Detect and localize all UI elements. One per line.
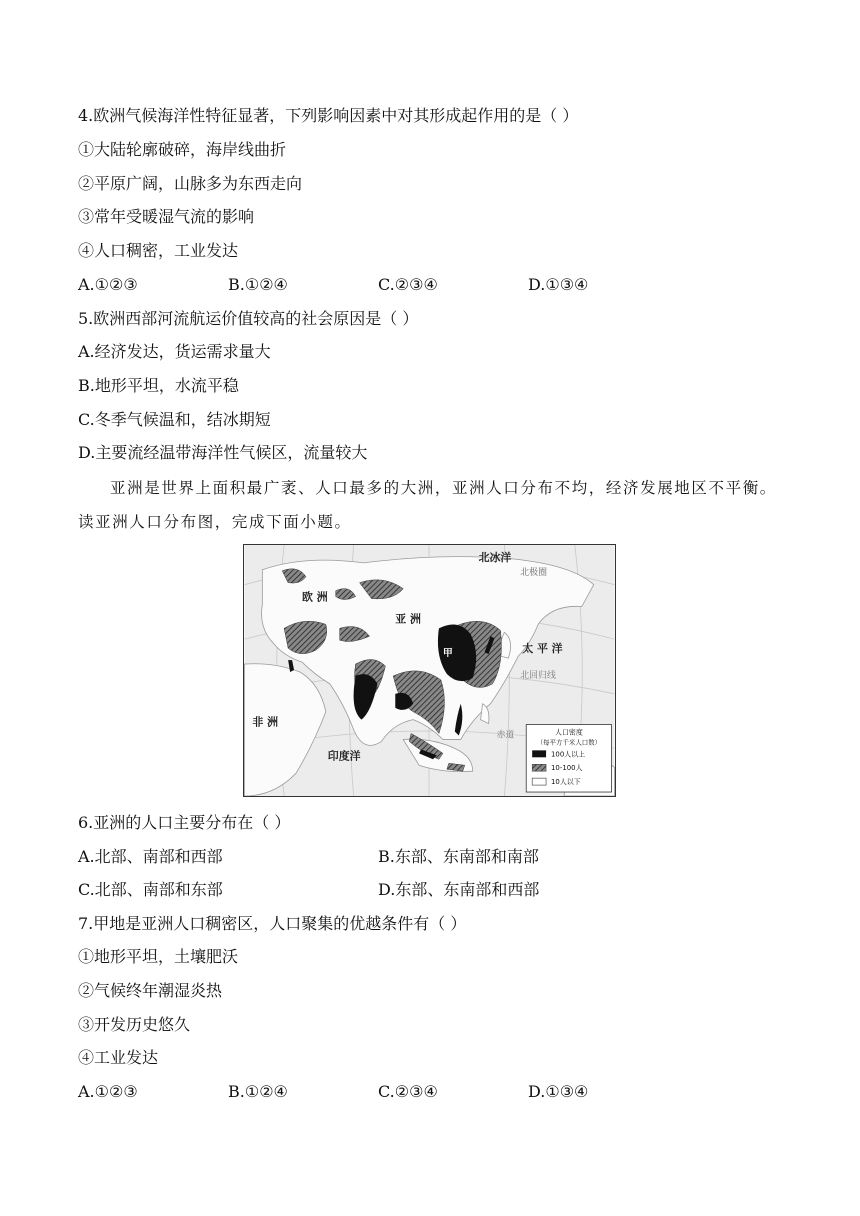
q7-option-b: B.①②④ bbox=[228, 1082, 288, 1101]
q7-option-c: C.②③④ bbox=[378, 1082, 438, 1101]
label-arctic-circle: 北极圈 bbox=[520, 567, 548, 578]
q7-item-4: ④工业发达 bbox=[78, 1048, 159, 1067]
q4-option-c: C.②③④ bbox=[378, 275, 438, 294]
label-africa: 非 洲 bbox=[252, 715, 279, 729]
label-europe: 欧 洲 bbox=[302, 590, 328, 604]
label-tropic-of-cancer: 北回归线 bbox=[520, 670, 556, 681]
label-asia: 亚 洲 bbox=[395, 612, 421, 626]
legend-swatch-high bbox=[532, 750, 546, 757]
q7-stem: 7.甲地是亚洲人口稠密区，人口聚集的优越条件有（ ） bbox=[78, 914, 467, 933]
q4-item-2: ②平原广阔，山脉多为东西走向 bbox=[78, 174, 303, 193]
q5-option-b: B.地形平坦，水流平稳 bbox=[78, 376, 239, 395]
q6-option-b: B.东部、东南部和南部 bbox=[378, 847, 539, 866]
q5-option-d: D.主要流经温带海洋性气候区，流量较大 bbox=[78, 443, 368, 462]
legend-item-low: 10人以下 bbox=[551, 778, 581, 787]
q6-option-d: D.东部、东南部和西部 bbox=[378, 880, 540, 899]
legend-item-high: 100人以上 bbox=[551, 750, 586, 759]
q6-option-c: C.北部、南部和东部 bbox=[78, 880, 223, 899]
label-pacific: 太 平 洋 bbox=[522, 642, 563, 656]
q4-item-4: ④人口稠密，工业发达 bbox=[78, 241, 239, 260]
label-equator: 赤道 bbox=[496, 730, 515, 741]
q5-stem: 5.欧洲西部河流航运价值较高的社会原因是（ ） bbox=[78, 309, 419, 328]
q4-stem: 4.欧洲气候海洋性特征显著，下列影响因素中对其形成起作用的是（ ） bbox=[78, 106, 579, 125]
legend-title: 人口密度 bbox=[555, 728, 583, 737]
q7-option-a: A.①②③ bbox=[78, 1082, 138, 1101]
q6-option-a: A.北部、南部和西部 bbox=[78, 847, 223, 866]
q7-item-2: ②气候终年潮湿炎热 bbox=[78, 981, 223, 1000]
label-jia: 甲 bbox=[442, 648, 453, 660]
legend-swatch-low bbox=[532, 778, 546, 785]
q5-option-a: A.经济发达，货运需求量大 bbox=[78, 342, 271, 361]
q4-item-3: ③常年受暖湿气流的影响 bbox=[78, 207, 255, 226]
map-legend bbox=[526, 725, 611, 792]
label-arctic-ocean: 北冰洋 bbox=[478, 550, 512, 564]
q7-item-3: ③开发历史悠久 bbox=[78, 1015, 191, 1034]
legend-item-medium: 10-100人 bbox=[551, 764, 583, 773]
q4-option-b: B.①②④ bbox=[228, 275, 288, 294]
legend-subtitle: （每平方千米人口数） bbox=[536, 738, 602, 747]
q7-option-d: D.①③④ bbox=[528, 1082, 589, 1101]
intro-paragraph bbox=[78, 471, 784, 539]
q6-stem: 6.亚洲的人口主要分布在（ ） bbox=[78, 813, 291, 832]
q7-item-1: ①地形平坦，土壤肥沃 bbox=[78, 947, 239, 966]
label-indian-ocean: 印度洋 bbox=[327, 749, 361, 763]
q4-option-a: A.①②③ bbox=[78, 275, 138, 294]
intro-text: 亚洲是世界上面积最广袤、人口最多的大洲，亚洲人口分布不均，经济发展地区不平衡。读亚洲人口分布图，完成下面小题。 bbox=[78, 479, 777, 531]
q4-item-1: ①大陆轮廓破碎，海岸线曲折 bbox=[78, 140, 287, 159]
legend-swatch-medium bbox=[532, 764, 546, 771]
q4-option-d: D.①③④ bbox=[528, 275, 589, 294]
asia-population-map bbox=[243, 544, 616, 797]
q5-option-c: C.冬季气候温和，结冰期短 bbox=[78, 410, 271, 429]
